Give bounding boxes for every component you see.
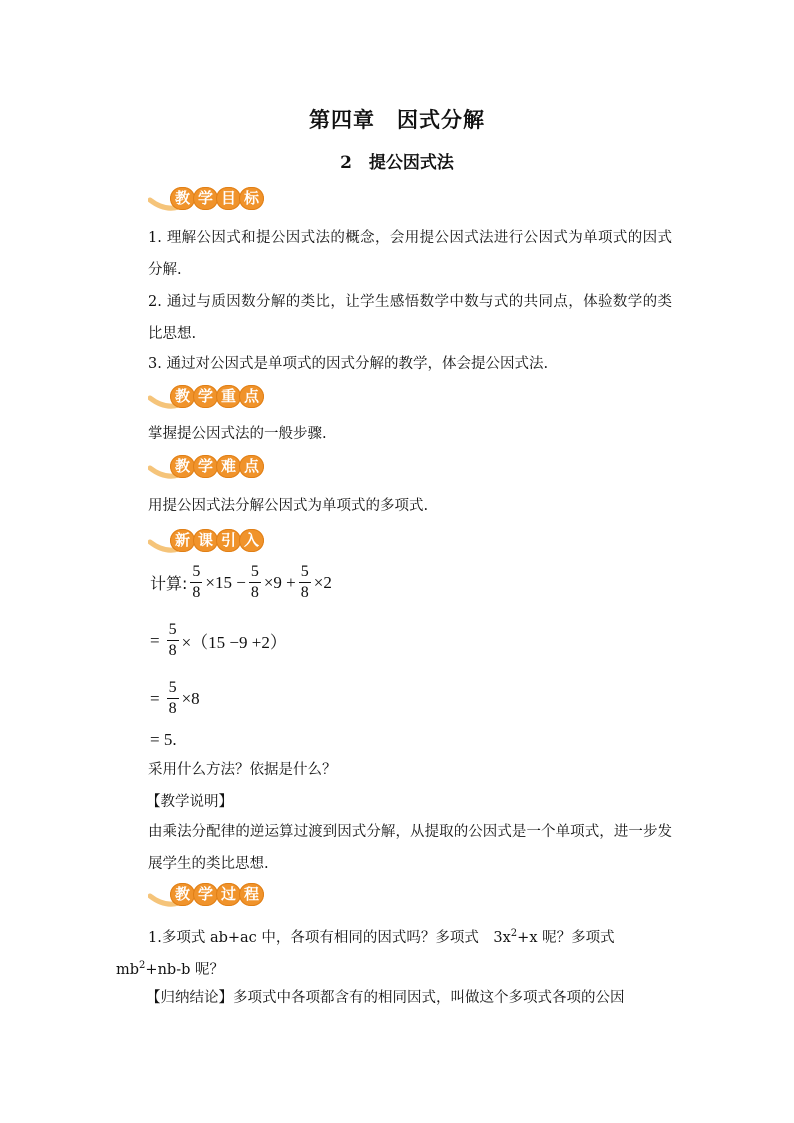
fraction: $\frac{5}{8}$ <box>300 563 309 601</box>
label-char: 过 <box>216 883 241 906</box>
section-label-intro <box>148 528 318 558</box>
process-question-1: 1.多项式 ab+ac 中，各项有相同的因式吗？多项式 $3x^2+x$ 呢？多项式 <box>148 928 615 946</box>
label-char: 点 <box>239 385 264 408</box>
goal-1: 1. 理解公因式和提公因式法的概念，会用提公因式法进行公因式为单项式的因式分解. <box>148 230 672 278</box>
fraction: $\frac{5}{8}$ <box>250 563 259 601</box>
math-prefix: 计算: <box>150 574 188 593</box>
label-char: 目 <box>216 187 241 210</box>
section-label-difficult <box>148 454 318 484</box>
label-char: 教 <box>170 455 195 478</box>
fraction: $\frac{5}{8}$ <box>168 621 177 659</box>
process-question-1-cont: $mb^2+nb-b$ 呢？ <box>116 960 224 978</box>
label-char: 教 <box>170 187 195 210</box>
label-char: 学 <box>193 187 218 210</box>
label-char: 课 <box>193 529 218 552</box>
section-label-process <box>148 882 318 912</box>
label-char: 学 <box>193 455 218 478</box>
goal-2: 2. 通过与质因数分解的类比，让学生感悟数学中数与式的共同点，体验数学的类比思想. <box>148 294 672 342</box>
label-char: 标 <box>239 187 264 210</box>
question-text: 采用什么方法？依据是什么？ <box>148 762 337 778</box>
label-char: 点 <box>239 455 264 478</box>
label-char: 教 <box>170 385 195 408</box>
math-line-1: 计算: $\frac{5}{8}$ ×15 − $\frac{5}{8}$ ×9 + $\frac{5}{8}$ ×2 <box>150 563 332 601</box>
key-point-text: 掌握提公因式法的一般步骤. <box>148 426 327 442</box>
label-char: 新 <box>170 529 195 552</box>
section-title: 2 提公因式法 <box>340 153 454 173</box>
fraction: $\frac{5}{8}$ <box>192 563 201 601</box>
section-label-key <box>148 384 318 414</box>
math-line-4: = 5. <box>150 730 177 749</box>
teaching-note-text: 由乘法分配律的逆运算过渡到因式分解，从提取的公因式是一个单项式，进一步发展学生的类比思想. <box>148 824 672 872</box>
math-line-3: = $\frac{5}{8}$ ×8 <box>150 679 200 717</box>
teaching-note-label: 【教学说明】 <box>146 794 233 810</box>
label-char: 学 <box>193 385 218 408</box>
label-char: 重 <box>216 385 241 408</box>
section-label-goals <box>148 186 318 216</box>
label-char: 入 <box>239 529 264 552</box>
label-char: 难 <box>216 455 241 478</box>
fraction: $\frac{5}{8}$ <box>168 679 177 717</box>
math-line-2: = $\frac{5}{8}$ ×（15 −9 +2） <box>150 621 287 659</box>
label-char: 程 <box>239 883 264 906</box>
process-conclusion: 【归纳结论】多项式中各项都含有的相同因式，叫做这个多项式各项的公因 <box>146 990 625 1006</box>
chapter-title: 第四章 因式分解 <box>309 107 485 132</box>
label-char: 引 <box>216 529 241 552</box>
label-char: 教 <box>170 883 195 906</box>
goal-3: 3. 通过对公因式是单项式的因式分解的教学，体会提公因式法. <box>148 356 549 372</box>
difficult-point-text: 用提公因式法分解公因式为单项式的多项式. <box>148 498 429 514</box>
label-char: 学 <box>193 883 218 906</box>
